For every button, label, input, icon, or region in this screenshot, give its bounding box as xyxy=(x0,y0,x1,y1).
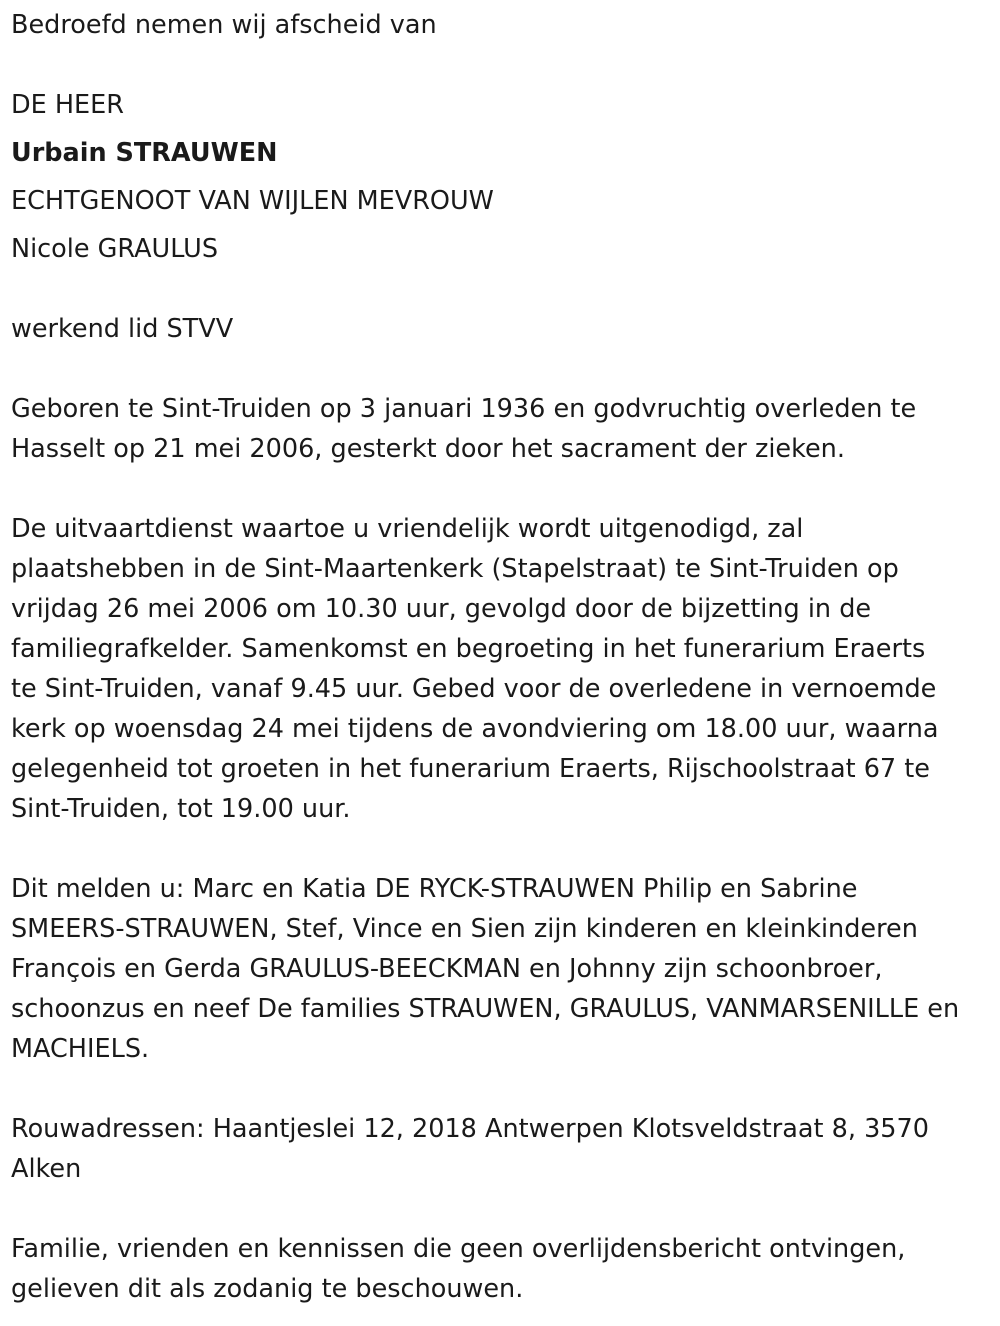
birth-death-paragraph xyxy=(11,389,916,469)
membership-text: werkend lid STVV xyxy=(11,314,234,344)
paragraph-line: gelieven dit als zodanig te beschouwen. xyxy=(11,1274,524,1304)
paragraph-line: Geboren te Sint-Truiden op 3 januari 1936 en godvruchtig overleden te xyxy=(11,394,917,424)
paragraph-line: François en Gerda GRAULUS-BEECKMAN en Johnny zijn schoonbroer, xyxy=(11,954,883,984)
paragraph-line: familiegrafkelder. Samenkomst en begroeting in het funerarium Eraerts xyxy=(11,634,926,664)
paragraph-line: gelegenheid tot groeten in het funerarium Eraerts, Rijschoolstraat 67 te xyxy=(11,754,930,784)
funeral-paragraph xyxy=(11,509,939,829)
paragraph-line: De uitvaartdienst waartoe u vriendelijk wordt uitgenodigd, zal xyxy=(11,514,804,544)
spouse-label: ECHTGENOOT VAN WIJLEN MEVROUW xyxy=(11,186,494,216)
paragraph-line: Alken xyxy=(11,1154,82,1184)
paragraph-line: vrijdag 26 mei 2006 om 10.30 uur, gevolgd door de bijzetting in de xyxy=(11,594,872,624)
paragraph-line: Familie, vrienden en kennissen die geen overlijdensbericht ontvingen, xyxy=(11,1234,906,1264)
paragraph-line: Dit melden u: Marc en Katia DE RYCK-STRAUWEN Philip en Sabrine xyxy=(11,874,858,904)
family-paragraph xyxy=(11,869,959,1069)
paragraph-line: schoonzus en neef De families STRAUWEN, GRAULUS, VANMARSENILLE en xyxy=(11,994,960,1024)
paragraph-line: plaatshebben in de Sint-Maartenkerk (Stapelstraat) te Sint-Truiden op xyxy=(11,554,899,584)
intro-text: Bedroefd nemen wij afscheid van xyxy=(11,10,437,40)
closing-paragraph xyxy=(11,1229,905,1309)
paragraph-line: kerk op woensdag 24 mei tijdens de avondviering om 18.00 uur, waarna xyxy=(11,714,939,744)
paragraph-line: te Sint-Truiden, vanaf 9.45 uur. Gebed voor de overledene in vernoemde xyxy=(11,674,937,704)
spouse-name: Nicole GRAULUS xyxy=(11,234,219,264)
paragraph-line: SMEERS-STRAUWEN, Stef, Vince en Sien zijn kinderen en kleinkinderen xyxy=(11,914,918,944)
deceased-name: Urbain STRAUWEN xyxy=(11,138,278,168)
addresses-paragraph xyxy=(11,1109,929,1189)
paragraph-line: Rouwadressen: Haantjeslei 12, 2018 Antwerpen Klotsveldstraat 8, 3570 xyxy=(11,1114,929,1144)
paragraph-line: Hasselt op 21 mei 2006, gesterkt door het sacrament der zieken. xyxy=(11,434,845,464)
paragraph-line: MACHIELS. xyxy=(11,1034,150,1064)
paragraph-line: Sint-Truiden, tot 19.00 uur. xyxy=(11,794,351,824)
honorific-title: DE HEER xyxy=(11,90,124,120)
